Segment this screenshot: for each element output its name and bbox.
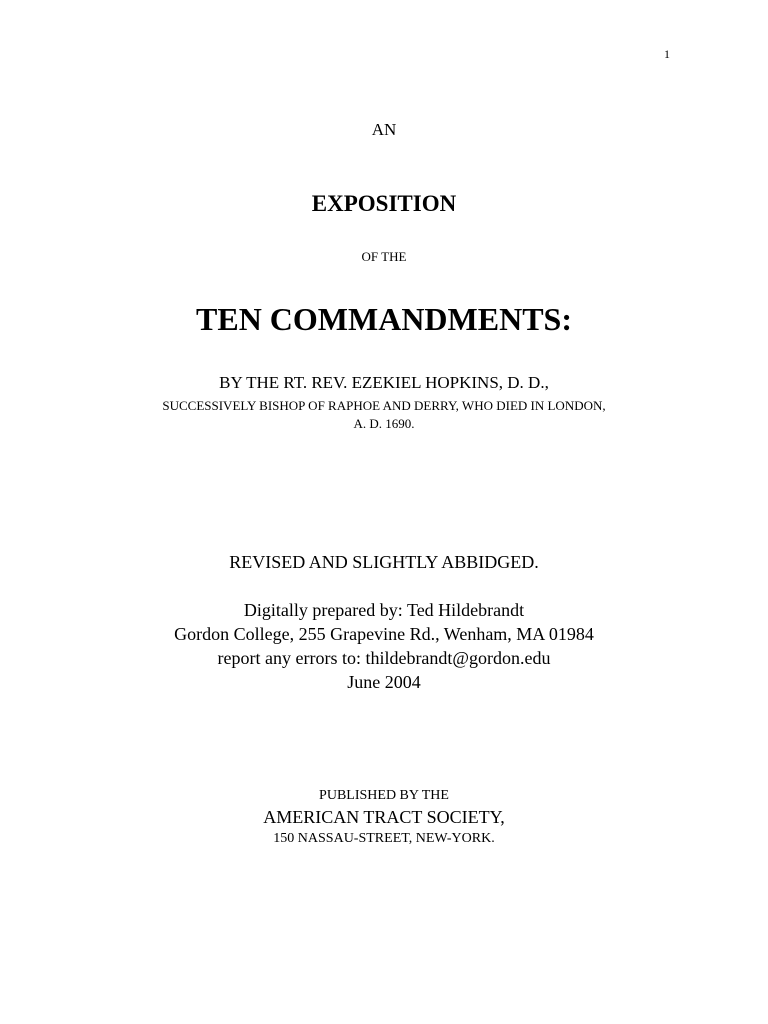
page-title: TEN COMMANDMENTS: (196, 301, 572, 337)
error-report-contact: report any errors to: thildebrandt@gordon.edu (217, 648, 551, 668)
publisher-address: 150 NASSAU-STREET, NEW-YORK. (273, 831, 495, 846)
edition-note: REVISED AND SLIGHTLY ABBIDGED. (229, 552, 539, 572)
prepared-date: June 2004 (347, 672, 421, 692)
prepared-by: Digitally prepared by: Ted Hildebrandt (243, 600, 525, 620)
preparer-address: Gordon College, 255 Grapevine Rd., Wenham, MA 01984 (174, 624, 594, 644)
title-an: AN (371, 120, 397, 139)
page-number: 1 (664, 47, 670, 61)
published-by: PUBLISHED BY THE (319, 788, 449, 803)
title-of-the: OF THE (361, 249, 407, 264)
publisher-name: AMERICAN TRACT SOCIETY, (263, 807, 505, 827)
title-exposition: EXPOSITION (311, 191, 457, 216)
author-description-line2: A. D. 1690. (353, 416, 415, 431)
author-description-line1: SUCCESSIVELY BISHOP OF RAPHOE AND DERRY, WHO DIED IN LONDON, (162, 398, 606, 413)
author-byline: BY THE RT. REV. EZEKIEL HOPKINS, D. D., (219, 373, 549, 392)
